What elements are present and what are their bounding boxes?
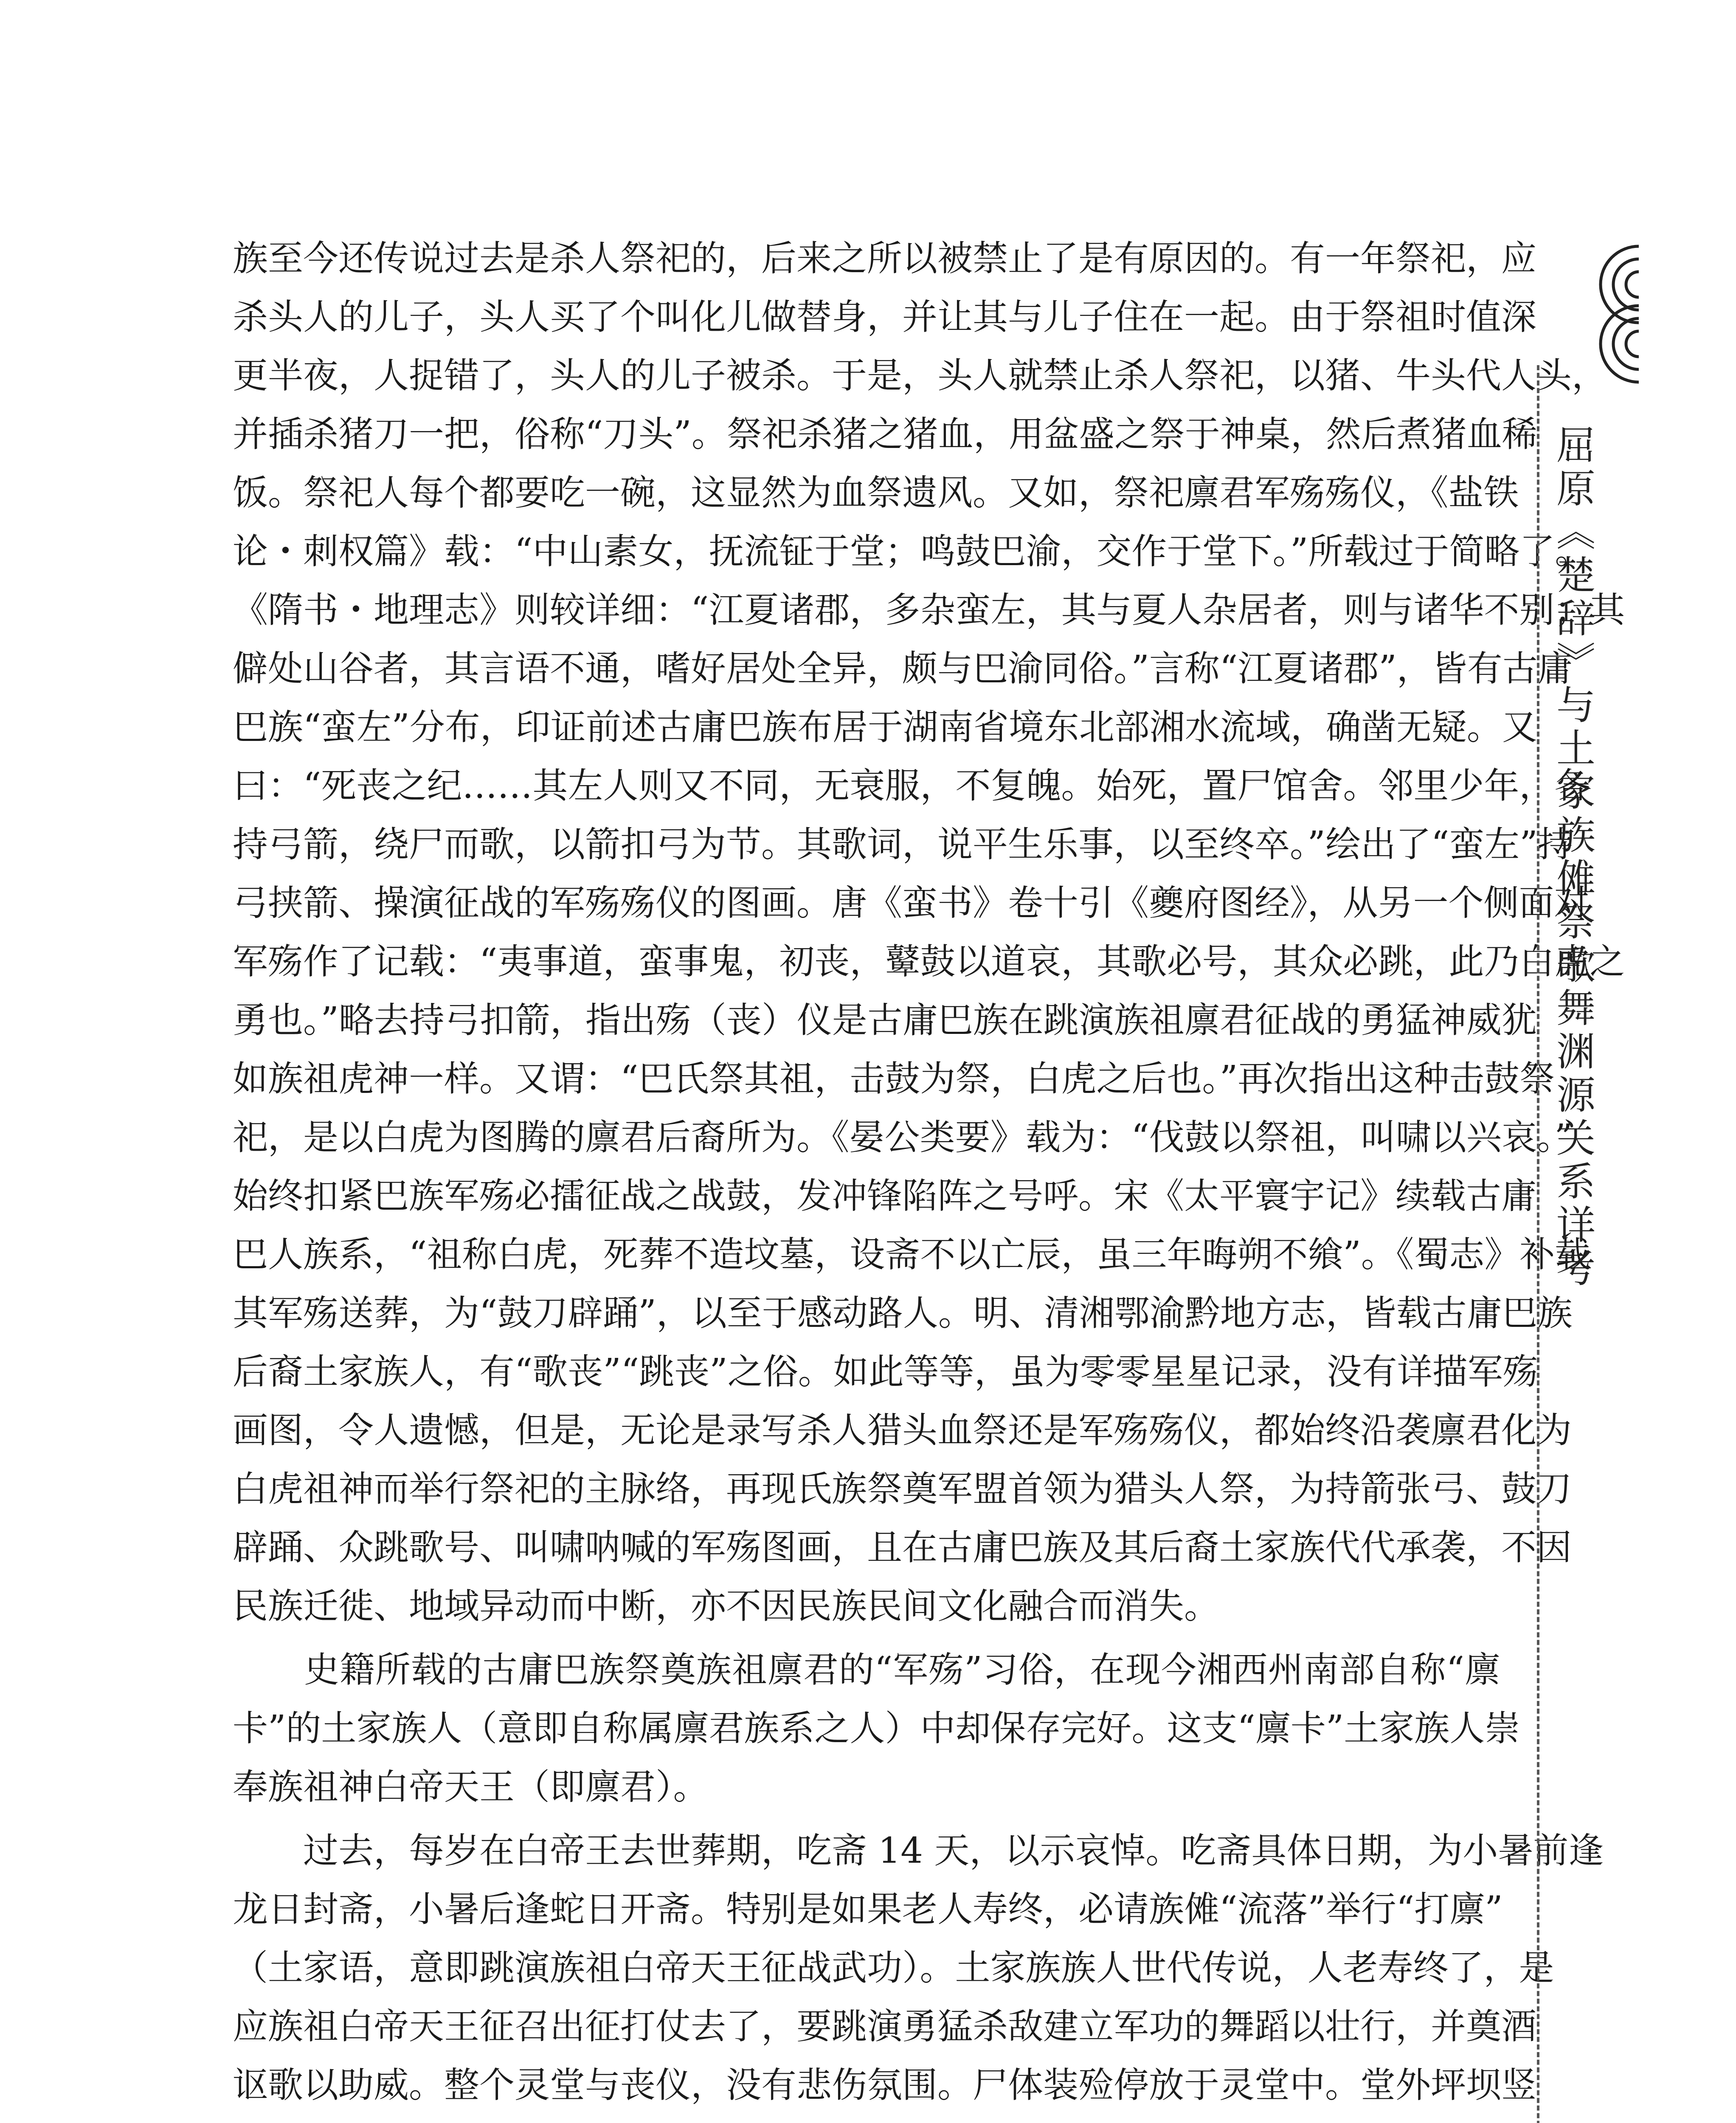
text-line: 应族祖白帝天王征召出征打仗去了，要跳演勇猛杀敌建立军功的舞蹈以壮行，并奠酒 (233, 2006, 1536, 2047)
text-line (233, 2115, 1500, 2123)
text-line: 画图，令人遗憾，但是，无论是录写杀人猎头血祭还是军殇殇仪，都始终沿袭廪君化为 (233, 1410, 1572, 1451)
text-line: 军殇作了记载：“夷事道，蛮事鬼，初丧，鼙鼓以道哀，其歌必号，其众必跳，此乃白虎之 (233, 941, 1625, 982)
paragraph-2 (233, 1641, 1520, 1816)
text-line: 勇也。”略去持弓扣箭，指出殇（丧）仪是古庸巴族在跳演族祖廪君征战的勇猛神威犹 (233, 1000, 1537, 1041)
text-line: 并插杀猪刀一把，俗称“刀头”。祭祀杀猪之猪血，用盆盛之祭于神桌，然后煮猪血稀 (233, 414, 1537, 455)
text-line: 龙日封斋，小暑后逢蛇日开斋。特别是如果老人寿终，必请族傩“流落”举行“打廪” (233, 1889, 1503, 1930)
text-line: 民族迁徙、地域异动而中断，亦不因民族民间文化融合而消失。 (233, 1585, 1219, 1627)
text-line: 弓挟箭、操演征战的军殇殇仪的图画。唐《蛮书》卷十引《夔府图经》，从另一个侧面对 (233, 882, 1590, 924)
text-line: 后裔土家族人，有“歌丧”“跳丧”之俗。如此等等，虽为零零星星记录，没有详描军殇 (233, 1351, 1538, 1392)
text-line: 卡”的土家族人（意即自称属廪君族系之人）中却保存完好。这支“廪卡”土家族人崇 (233, 1708, 1520, 1749)
text-line: 僻处山谷者，其言语不通，嗜好居处全异，颇与巴渝同俗。”言称“江夏诸郡”，皆有古庸 (233, 648, 1573, 689)
text-line: 史籍所载的古庸巴族祭奠族祖廪君的“军殇”习俗，在现今湘西州南部自称“廪 (233, 1649, 1500, 1690)
text-line: 杀头人的儿子，头人买了个叫化儿做替身，并让其与儿子住在一起。由于祭祖时值深 (233, 296, 1536, 338)
text-line: 祀，是以白虎为图腾的廪君后裔所为。《晏公类要》载为：“伐鼓以祭祖，叫啸以兴哀。” (233, 1117, 1573, 1158)
text-line: 持弓箭，绕尸而歌，以箭扣弓为节。其歌词，说平生乐事，以至终卒。”绘出了“蛮左”持 (233, 824, 1573, 865)
text-line: 饭。祭祀人每个都要吃一碗，这显然为血祭遗风。又如，祭祀廪君军殇殇仪，《盐铁 (233, 472, 1519, 513)
text-line: 《隋书・地理志》则较详细：“江夏诸郡，多杂蛮左，其与夏人杂居者，则与诸华不别；其 (233, 589, 1625, 631)
text-line: （土家语，意即跳演族祖白帝天王征战武功）。土家族族人世代传说，人老寿终了，是 (233, 1947, 1554, 1988)
text-line: 讴歌以助威。整个灵堂与丧仪，没有悲伤氛围。尸体装殓停放于灵堂中。堂外坪坝竖 (233, 2064, 1536, 2106)
text-line: 始终扣紧巴族军殇必擂征战之战鼓，发冲锋陷阵之号呼。宋《太平寰宇记》续载古庸 (233, 1175, 1536, 1216)
text-line: 更半夜，人捉错了，头人的儿子被杀。于是，头人就禁止杀人祭祀，以猪、牛头代人头， (233, 355, 1607, 396)
concentric-arc-ornament-icon (1511, 238, 1639, 391)
text-line: 其军殇送葬，为“鼓刀辟踊”，以至于感动路人。明、清湘鄂渝黔地方志，皆载古庸巴族 (233, 1292, 1573, 1334)
text-line: 论・刺权篇》载：“中山素女，抚流钲于堂；鸣鼓巴渝，交作于堂下。”所载过于简略了。 (233, 531, 1590, 572)
text-line: 曰：“死丧之纪……其左人则又不同，无衰服，不复魄。始死，置尸馆舍。邻里少年，各 (233, 765, 1590, 806)
text-line: 巴人族系，“祖称白虎，死葬不造坟墓，设斋不以亡辰，虽三年晦朔不飨”。《蜀志》补载 (233, 1234, 1590, 1275)
text-line: 奉族祖神白帝天王（即廪君）。 (233, 1766, 709, 1808)
text-line: 白虎祖神而举行祭祀的主脉络，再现氏族祭奠军盟首领为猎头人祭，为持箭张弓、鼓刀 (233, 1468, 1572, 1509)
margin-dashed-rule (1537, 365, 1539, 2123)
text-line: 巴族“蛮左”分布，印证前述古庸巴族布居于湖南省境东北部湘水流域，确凿无疑。又 (233, 707, 1537, 748)
text-line: 过去，每岁在白帝王去世葬期，吃斋 14 天，以示哀悼。吃斋具体日期，为小暑前逢 (233, 1830, 1604, 1871)
text-line: 辟踊、众跳歌号、叫啸呐喊的军殇图画，且在古庸巴族及其后裔土家族代代承袭，不因 (233, 1527, 1572, 1568)
text-line: 如族祖虎神一样。又谓：“巴氏祭其祖，击鼓为祭，白虎之后也。”再次指出这种击鼓祭 (233, 1058, 1555, 1099)
paragraph-3 (233, 1822, 1604, 2123)
text-line: 族至今还传说过去是杀人祭祀的，后来之所以被禁止了是有原因的。有一年祭祀，应 (233, 238, 1536, 279)
running-title: 屈原《楚辞》与土家族傩祭歌舞渊源关系详考 (1550, 425, 1595, 1291)
